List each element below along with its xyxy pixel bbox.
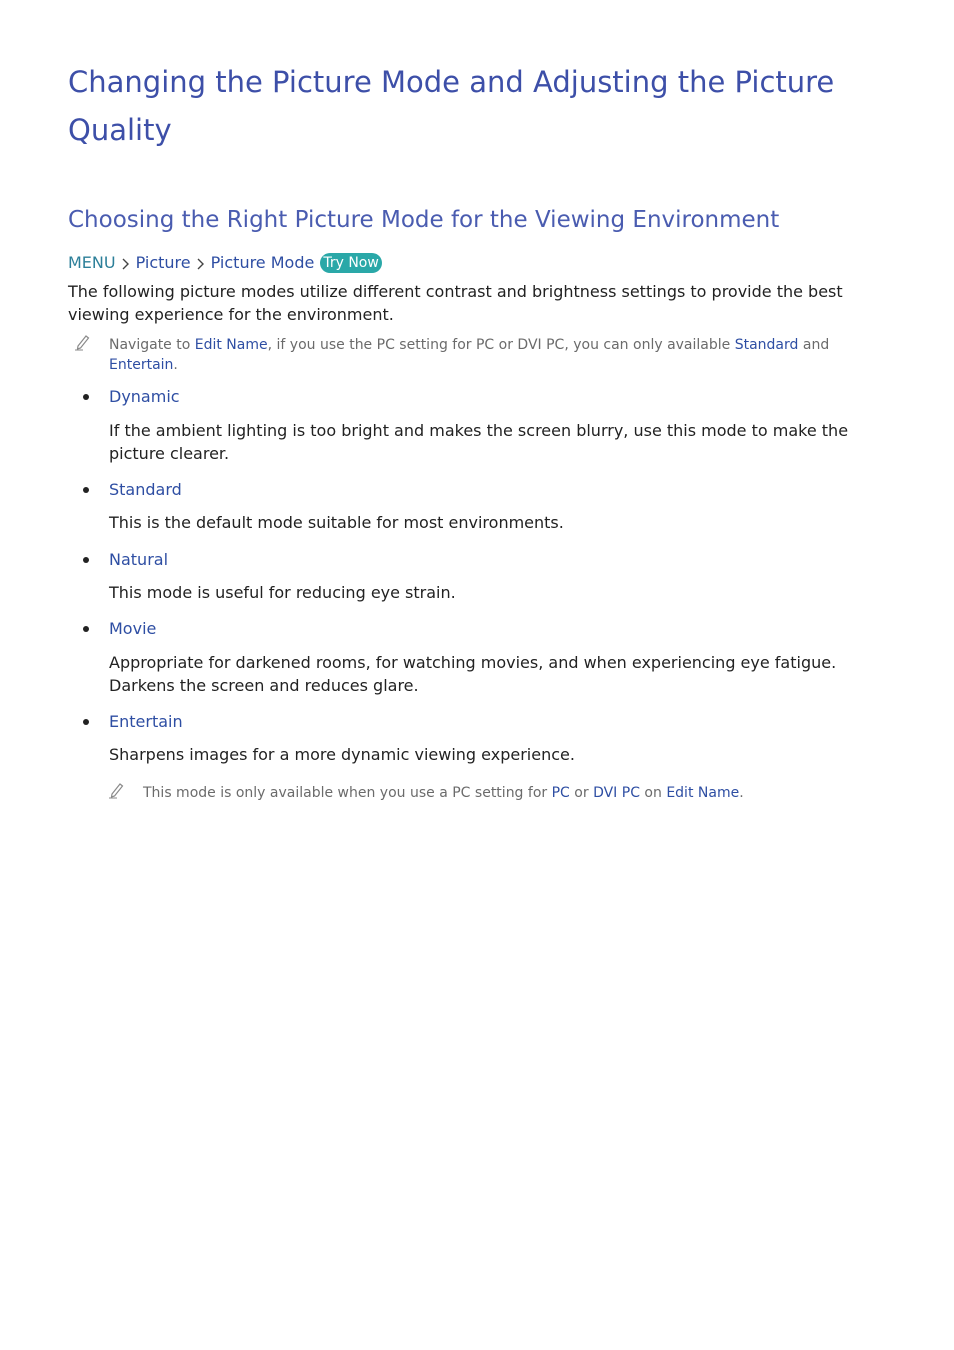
breadcrumb [68,251,382,275]
standard-ref: Standard [734,337,799,353]
try-now-button[interactable]: Try Now [320,253,381,273]
edit-name-ref: Edit Name [666,785,740,801]
mode-description: If the ambient lighting is too bright and makes the screen blurry, use this mode to make the picture clearer. [109,421,849,463]
breadcrumb-menu[interactable]: MENU [68,253,116,272]
mode-description: Sharpens images for a more dynamic viewing experience. [109,745,575,764]
note-edit-name: Navigate to Edit Name, if you use the PC setting for PC or DVI PC, you can only available Standard and Entertain. [109,337,830,373]
mode-name: Movie [109,619,157,638]
page-title: Changing the Picture Mode and Adjusting the Picture Quality [68,65,835,147]
mode-name: Natural [109,550,169,569]
mode-name: Standard [109,480,182,499]
mode-name: Entertain [109,712,183,731]
bullet [83,487,89,493]
bullet [83,557,89,563]
pencil-icon [108,781,126,799]
mode-description: This is the default mode suitable for most environments. [109,513,564,532]
breadcrumb-picture-mode[interactable]: Picture Mode [210,253,315,272]
mode-name: Dynamic [109,387,180,406]
pc-ref: PC [551,785,570,801]
chevron-right-icon [116,251,136,275]
mode-description: Appropriate for darkened rooms, for watching movies, and when experiencing eye fatigue. Darkens the screen and reduces glare. [109,653,837,695]
note-entertain: This mode is only available when you use a PC setting for PC or DVI PC on Edit Name. [143,785,744,801]
section-title: Choosing the Right Picture Mode for the Viewing Environment [68,207,780,233]
mode-description: This mode is useful for reducing eye strain. [109,583,456,602]
bullet [83,719,89,725]
bullet [83,394,89,400]
edit-name-link: Edit Name [194,337,268,353]
breadcrumb-picture[interactable]: Picture [135,253,191,272]
intro-text: The following picture modes utilize different contrast and brightness settings to provide the best viewing experience for the environment. [68,282,843,324]
chevron-right-icon [191,251,211,275]
bullet [83,626,89,632]
entertain-ref: Entertain [109,357,174,373]
dvi-pc-ref: DVI PC [593,785,640,801]
pencil-icon [74,333,92,351]
